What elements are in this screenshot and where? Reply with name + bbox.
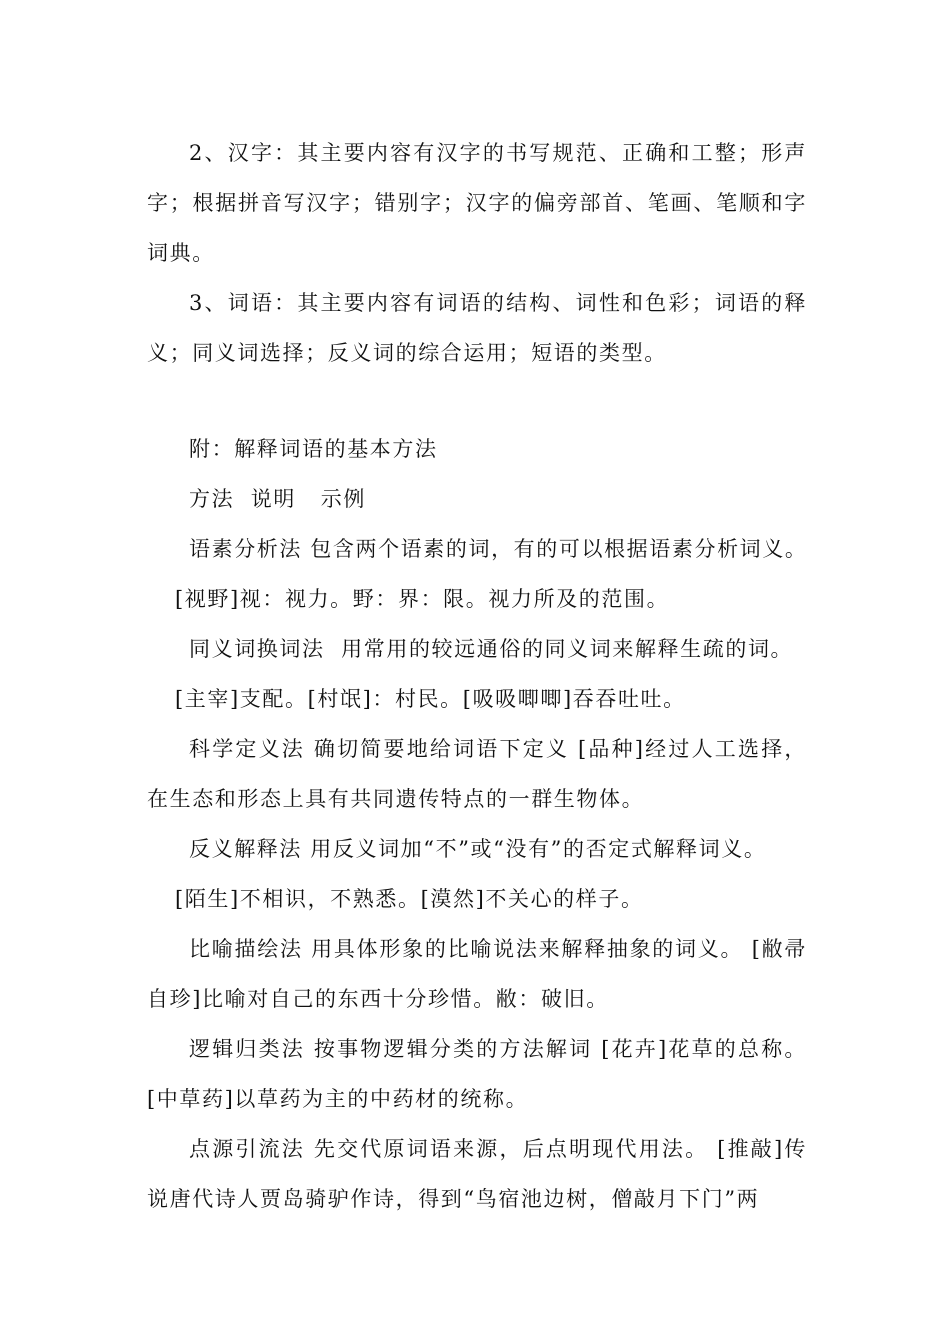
paragraph-hanzi: 2、汉字：其主要内容有汉字的书写规范、正确和工整；形声字；根据拼音写汉字；错别字；汉字的偏旁部首、笔画、笔顺和字词典。 (147, 141, 807, 265)
method-synonym: 同义词换词法 用常用的较远通俗的同义词来解释生疏的词。 (189, 637, 794, 661)
method-metaphor: 比喻描绘法 用具体形象的比喻说法来解释抽象的词义。 [敝帚自珍]比喻对自己的东西十分珍惜。敝：破旧。 (147, 937, 807, 1011)
method-morpheme: 语素分析法 包含两个语素的词，有的可以根据语素分析词义。 (189, 537, 808, 561)
method-source: 点源引流法 先交代原词语来源，后点明现代用法。 [推敲]传说唐代诗人贾岛骑驴作诗，得到“鸟宿池边树，僧敲月下门”两 (147, 1137, 807, 1211)
method-antonym: 反义解释法 用反义词加“不”或“没有”的否定式解释词义。 (189, 837, 767, 861)
method-synonym-example: [主宰]支配。[村氓]：村民。[吸吸唧唧]吞吞吐吐。 (175, 687, 686, 711)
method-science: 科学定义法 确切简要地给词语下定义 [品种]经过人工选择，在生态和形态上具有共同遗传特点的一群生物体。 (147, 737, 807, 811)
paragraph-ciyu: 3、词语：其主要内容有词语的结构、词性和色彩；词语的释义；同义词选择；反义词的综合运用；短语的类型。 (147, 291, 807, 365)
appendix-title: 附：解释词语的基本方法 (189, 437, 438, 461)
appendix-header: 方法 说明 示例 (189, 487, 366, 511)
method-antonym-example: [陌生]不相识，不熟悉。[漠然]不关心的样子。 (175, 887, 644, 911)
method-logic: 逻辑归类法 按事物逻辑分类的方法解词 [花卉]花草的总称。[中草药]以草药为主的中药材的统称。 (147, 1037, 807, 1111)
section-gap (147, 378, 807, 424)
document-page (147, 128, 807, 1224)
method-morpheme-example: [视野]视：视力。野：界：限。视力所及的范围。 (175, 587, 670, 611)
